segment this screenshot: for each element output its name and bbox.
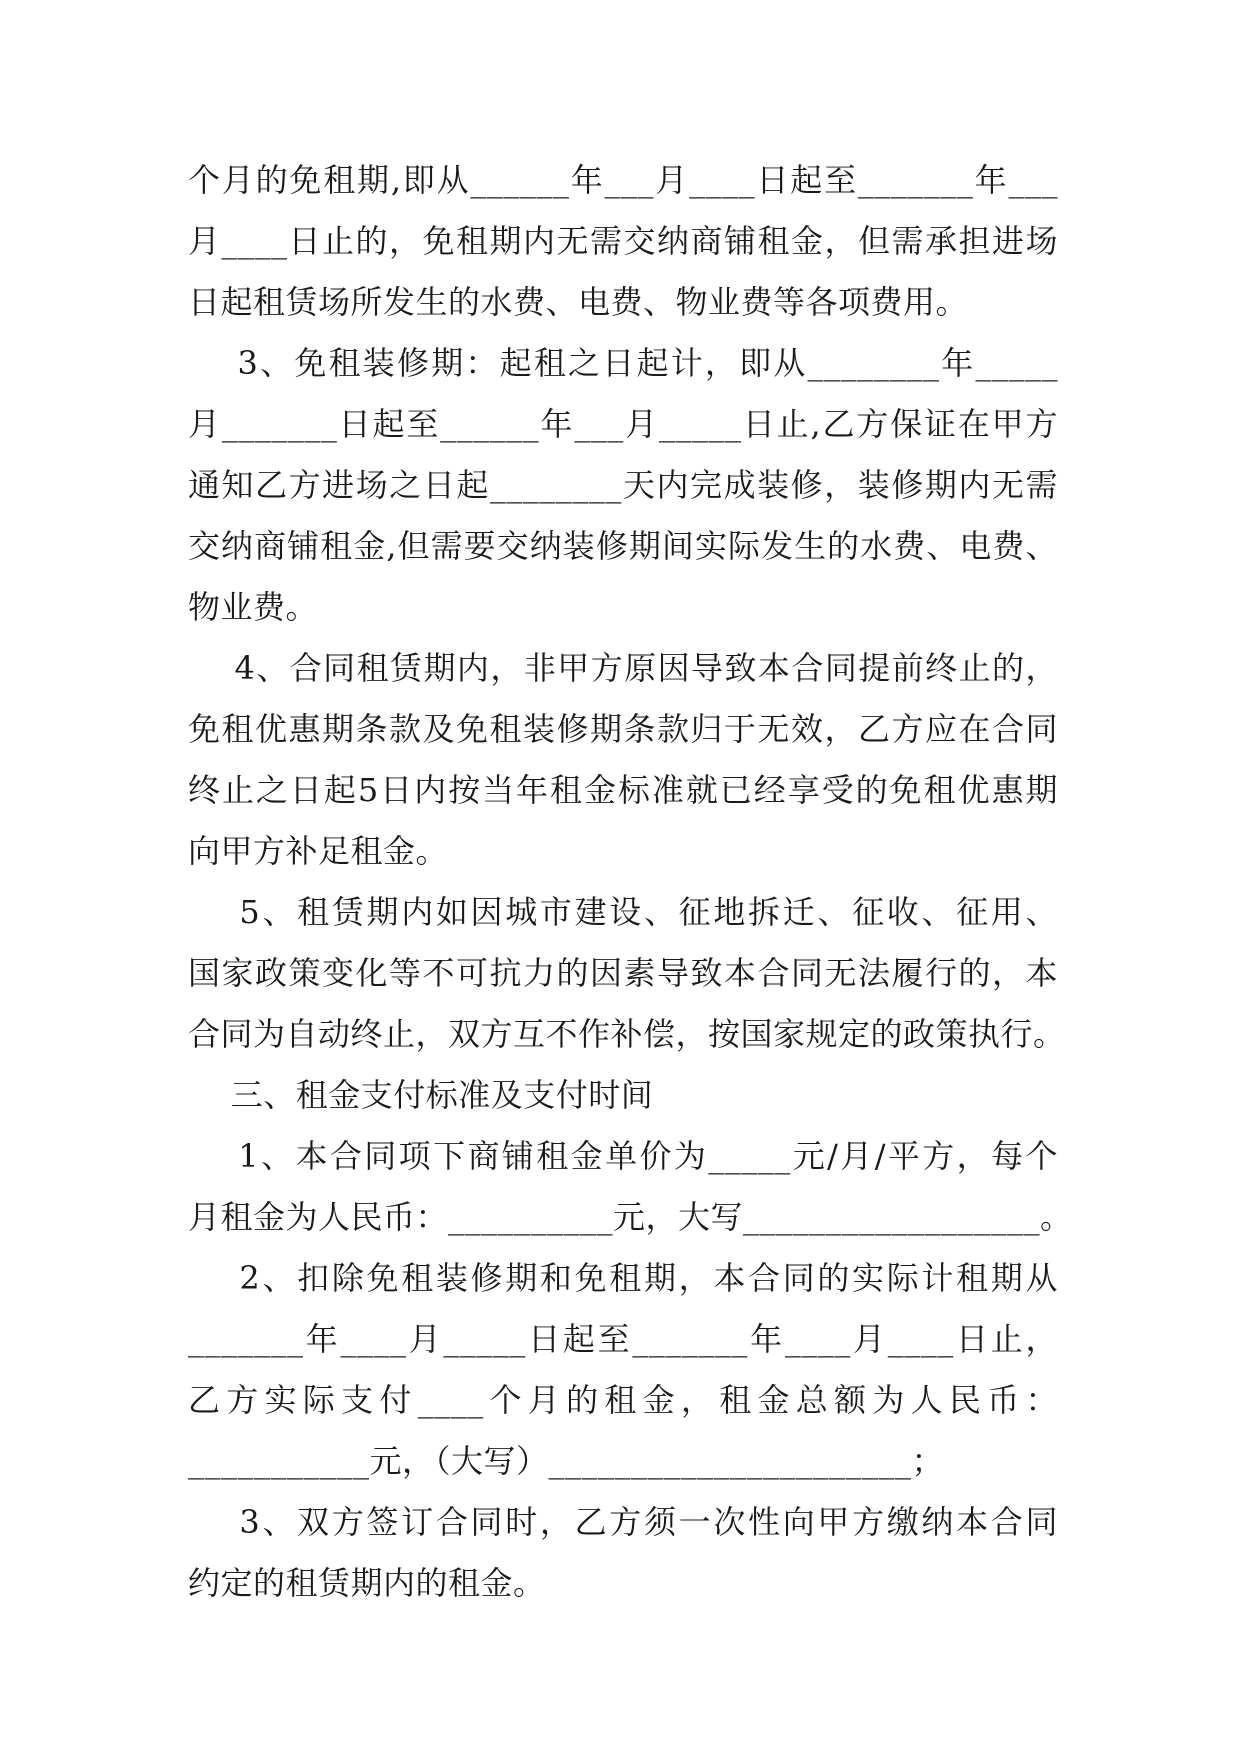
text-line: 乙方实际支付____个月的租金，租金总额为人民币： xyxy=(188,1381,1058,1419)
text-line: 通知乙方进场之日起________天内完成装修，装修期内无需 xyxy=(188,466,1058,504)
text-line: 月租金为人民币：__________元，大写__________________。 xyxy=(188,1198,1073,1236)
text-line: 交纳商铺租金,但需要交纳装修期间实际发生的水费、电费、 xyxy=(188,527,1058,565)
text-line: 1、本合同项下商铺租金单价为_____元/月/平方，每个 xyxy=(188,1137,1058,1175)
text-line: 4、合同租赁期内，非甲方原因导致本合同提前终止的， xyxy=(188,649,1058,687)
text-line: 国家政策变化等不可抗力的因素导致本合同无法履行的，本 xyxy=(188,954,1058,992)
text-line: 日起租赁场所发生的水费、电费、物业费等各项费用。 xyxy=(188,283,969,321)
text-line: 月____日止的，免租期内无需交纳商铺租金，但需承担进场 xyxy=(188,222,1058,260)
text-line: 3、免租装修期：起租之日起计，即从________年_____ xyxy=(188,344,1058,382)
text-line: 物业费。 xyxy=(188,588,319,626)
text-line: 终止之日起5日内按当年租金标准就已经享受的免租优惠期 xyxy=(188,771,1058,809)
text-line: 向甲方补足租金。 xyxy=(188,832,449,870)
text-line: 免租优惠期条款及免租装修期条款归于无效，乙方应在合同 xyxy=(188,710,1058,748)
text-line: _______年____月_____日起至_______年____月____日止， xyxy=(188,1320,1058,1358)
section-heading: 三、租金支付标准及支付时间 xyxy=(188,1076,654,1114)
text-line: 3、双方签订合同时，乙方须一次性向甲方缴纳本合同 xyxy=(188,1503,1058,1541)
text-line: 合同为自动终止，双方互不作补偿，按国家规定的政策执行。 xyxy=(188,1015,1066,1053)
text-line: 约定的租赁期内的租金。 xyxy=(188,1564,546,1602)
text-line: 月_______日起至______年___月_____日止,乙方保证在甲方 xyxy=(188,405,1058,443)
contract-page xyxy=(188,150,1073,1614)
text-line: 个月的免租期,即从______年___月____日起至_______年___ xyxy=(188,161,1058,199)
text-line: 2、扣除免租装修期和免租期，本合同的实际计租期从 xyxy=(188,1259,1058,1297)
text-line: ___________元，（大写）______________________； xyxy=(188,1442,945,1480)
text-line: 5、租赁期内如因城市建设、征地拆迁、征收、征用、 xyxy=(188,893,1058,931)
